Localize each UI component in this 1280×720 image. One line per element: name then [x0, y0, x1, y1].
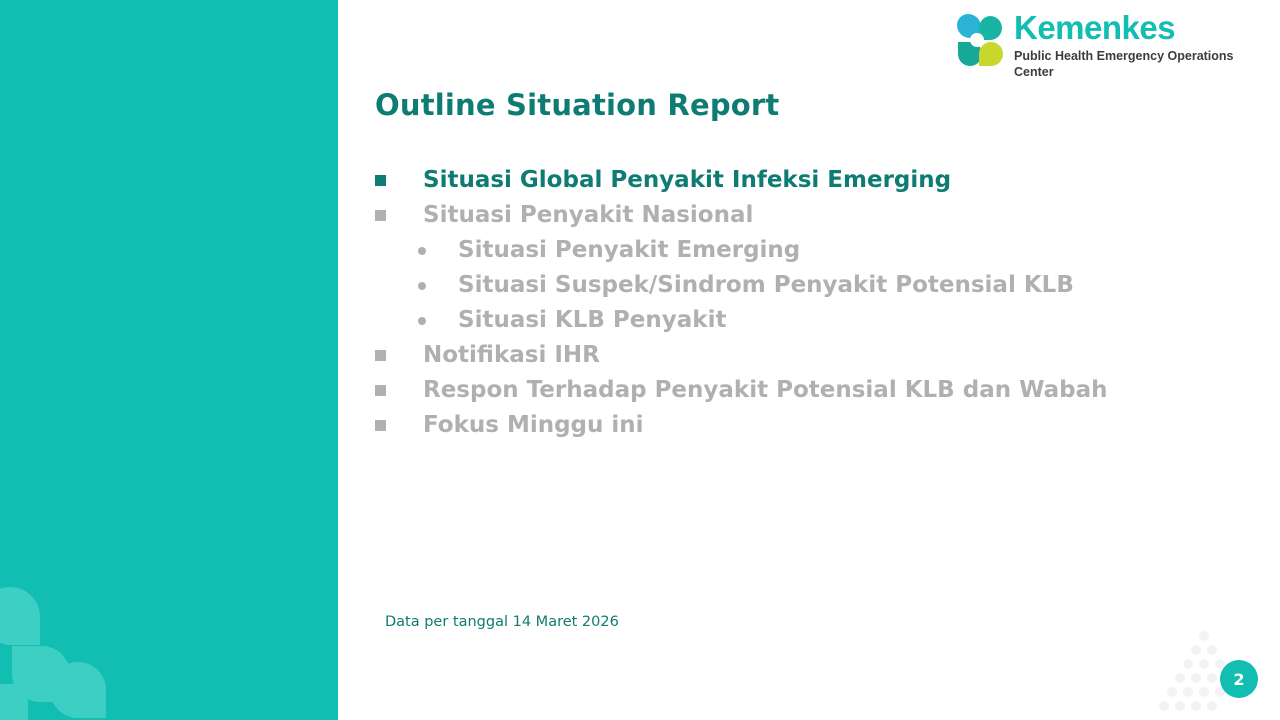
- outline-item-label: Fokus Minggu ini: [423, 412, 644, 438]
- kemenkes-logo-mark-icon: [946, 10, 1008, 70]
- square-bullet-icon: [375, 385, 386, 396]
- logo-subtitle: Public Health Emergency Operations Center: [1014, 49, 1234, 79]
- outline-item-label: Situasi Global Penyakit Infeksi Emerging: [423, 167, 952, 193]
- dot-bullet-icon: [418, 317, 426, 325]
- leaf-decoration-icon: [0, 580, 150, 720]
- logo-text-block: [1014, 10, 1264, 80]
- left-accent-panel: [0, 0, 338, 720]
- dot-pattern-decoration-icon: [1150, 610, 1280, 720]
- outline-subitem-label: Situasi KLB Penyakit: [458, 307, 727, 333]
- square-bullet-icon: [375, 350, 386, 361]
- page-number-badge: 2: [1220, 660, 1258, 698]
- outline-subitem-label: Situasi Penyakit Emerging: [458, 237, 801, 263]
- outline-item: [375, 408, 1255, 443]
- square-bullet-icon: [375, 175, 386, 186]
- kemenkes-logo: [946, 8, 1266, 79]
- dot-bullet-icon: [418, 247, 426, 255]
- logo-wordmark: Kemenkes: [1014, 9, 1176, 46]
- dot-bullet-icon: [418, 282, 426, 290]
- outline-item-label: Situasi Penyakit Nasional: [423, 202, 754, 228]
- outline-list: [375, 163, 1255, 443]
- outline-item: [375, 373, 1255, 408]
- square-bullet-icon: [375, 420, 386, 431]
- outline-subitem: [375, 268, 1255, 303]
- outline-item: [375, 163, 1255, 198]
- outline-item: [375, 198, 1255, 233]
- outline-item: [375, 338, 1255, 373]
- data-date-footnote: Data per tanggal 14 Maret 2026: [385, 614, 619, 630]
- page-title: Outline Situation Report: [375, 88, 780, 122]
- outline-subitem-label: Situasi Suspek/Sindrom Penyakit Potensial KLB: [458, 272, 1074, 298]
- outline-subitem: [375, 303, 1255, 338]
- outline-item-label: Respon Terhadap Penyakit Potensial KLB dan Wabah: [423, 377, 1108, 403]
- outline-subitem: [375, 233, 1255, 268]
- outline-item-label: Notifikasi IHR: [423, 342, 600, 368]
- square-bullet-icon: [375, 210, 386, 221]
